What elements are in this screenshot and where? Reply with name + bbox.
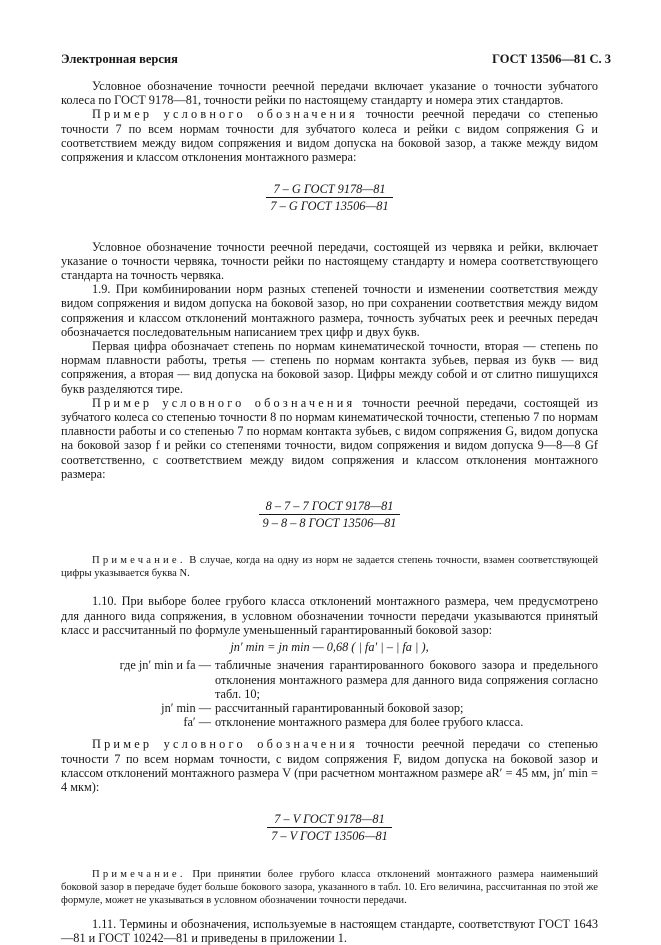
definition-term: где jn′ min и fa — [119,658,211,673]
note-2 [61,868,598,907]
formula-numerator: 7 – V ГОСТ 9178—81 [267,812,392,828]
paragraph-1-9: 1.9. При комбинировании норм разных степеней точности и изменении соответствия между видом сопряжения и видом допуска на боковой зазор, но при сохранении соответствия между видом сопряжения и классом отклонений монтажного размера, точность зубчатых реек и реечных передач обозначается последовательным написанием трех цифр и двух букв. [61,282,598,339]
example-paragraph-3 [61,737,598,794]
example-text: точности реечной передачи со степенью точности 7 по всем нормам точности, с видом сопряжения F, видом допуска на боковой зазор и классом отклонений монтажного размера V (при расчетном монтажном размере aR′ = 45 мм, jn′ min = 4 мкм): [61,737,598,794]
formula-numerator: 7 – G ГОСТ 9178—81 [266,182,392,198]
definition-text: табличные значения гарантированного бокового зазора и предельного отклонения монтажного размера для данного вида сопряжения согласно табл. 10; [215,658,598,701]
paragraph-digit-meaning: Первая цифра обозначает степень по нормам кинематической точности, вторая — степень по нормам плавности работы, третья — степень по нормам контакта зубьев, первая из букв — вид сопряжения, а вторая — вид допуска на боковой зазор. Цифры между собой и от слитно пишущихся букв разделяются тире. [61,339,598,396]
example-lead: Пример условного обозначения [92,737,358,752]
note-1 [61,554,598,580]
definition-text: отклонение монтажного размера для более грубого класса. [215,715,524,730]
header-standard-page: ГОСТ 13506—81 С. 3 [492,52,611,66]
formula-designation-2 [61,499,598,530]
formula-backlash: jn′ min = jn min — 0,68 ( | fa′ | – | fa | ), [230,640,429,655]
definition-text: рассчитанный гарантированный боковой зазор; [215,700,464,715]
definition-row [61,715,598,729]
formula-denominator: 7 – V ГОСТ 13506—81 [271,829,388,844]
formula-designation-3 [61,812,598,843]
document-body [61,79,598,945]
definition-term: jn′ min — [161,700,211,715]
paragraph-1-11: 1.11. Термины и обозначения, используемые в настоящем стандарте, соответствуют ГОСТ 1643—81 и ГОСТ 10242—81 и приведены в приложении 1. [61,916,598,945]
example-paragraph-2 [61,396,598,481]
note-text: В случае, когда на одну из норм не задается степень точности, взамен соответствующей цифры указывается буква N. [61,555,598,580]
example-lead: Пример условного обозначения [92,107,358,122]
paragraph-worm-rack: Условное обозначение точности реечной передачи, состоящей из червяка и рейки, включает указание о точности червяка, точности рейки по настоящему стандарту и номера соответствующего стандарта на точность червяка. [61,239,598,283]
definition-term: fa′ — [183,715,211,730]
example-paragraph-1 [61,107,598,164]
formula-denominator: 9 – 8 – 8 ГОСТ 13506—81 [262,516,397,531]
formula-denominator: 7 – G ГОСТ 13506—81 [270,199,389,214]
paragraph-1-10: 1.10. При выборе более грубого класса отклонений монтажного размера, чем предусмотрено для данного вида сопряжения, в условном обозначении точности передачи указываются принятый класс и рассчитанный по формуле уменьшенный гарантированный боковой зазор: [61,594,598,637]
formula-numerator: 8 – 7 – 7 ГОСТ 9178—81 [259,499,401,515]
note-lead: Примечание. [92,555,186,567]
paragraph-designation-intro: Условное обозначение точности реечной передачи включает указание о точности зубчатого колеса по ГОСТ 9178—81, точности рейки по настоящему стандарту и номера этих стандартов. [61,79,598,108]
formula-designation-1 [61,182,598,213]
example-text: точности реечной передачи со степенью точности 7 по всем нормам точности для зубчатого колеса и рейки с видом сопряжения G и соответствием между видом сопряжения и видом допуска на боковой зазор, а также между видом сопряжения и классом отклонения монтажного размера: [61,107,598,165]
example-text: точности реечной передачи, состоящей из зубчатого колеса со степенью точности 8 по нормам кинематической точности, степенью 7 по нормам плавности работы и со степенью 7 по нормам контакта зубьев, с видом сопряжения G, видом допуска на боковой зазор f и рейки со степенями точности, видом сопряжения и видом допуска 9—8—8 Gf соответственно, с соответствием между видом сопряжения и классом отклонения монтажного размера: [61,395,598,481]
definition-row [61,658,598,701]
example-lead: Пример условного обозначения [92,395,356,410]
header-edition-label: Электронная версия [61,52,178,66]
note-text: При принятии более грубого класса отклонений монтажного размера наименьший боковой зазор в передаче будет больше бокового зазора, указанного в табл. 10. Его величина, рассчитанная по этой же формуле, может не указываться в условном обозначении точности передачи. [61,868,598,906]
definition-row [61,701,598,715]
note-lead: Примечание. [92,868,186,880]
